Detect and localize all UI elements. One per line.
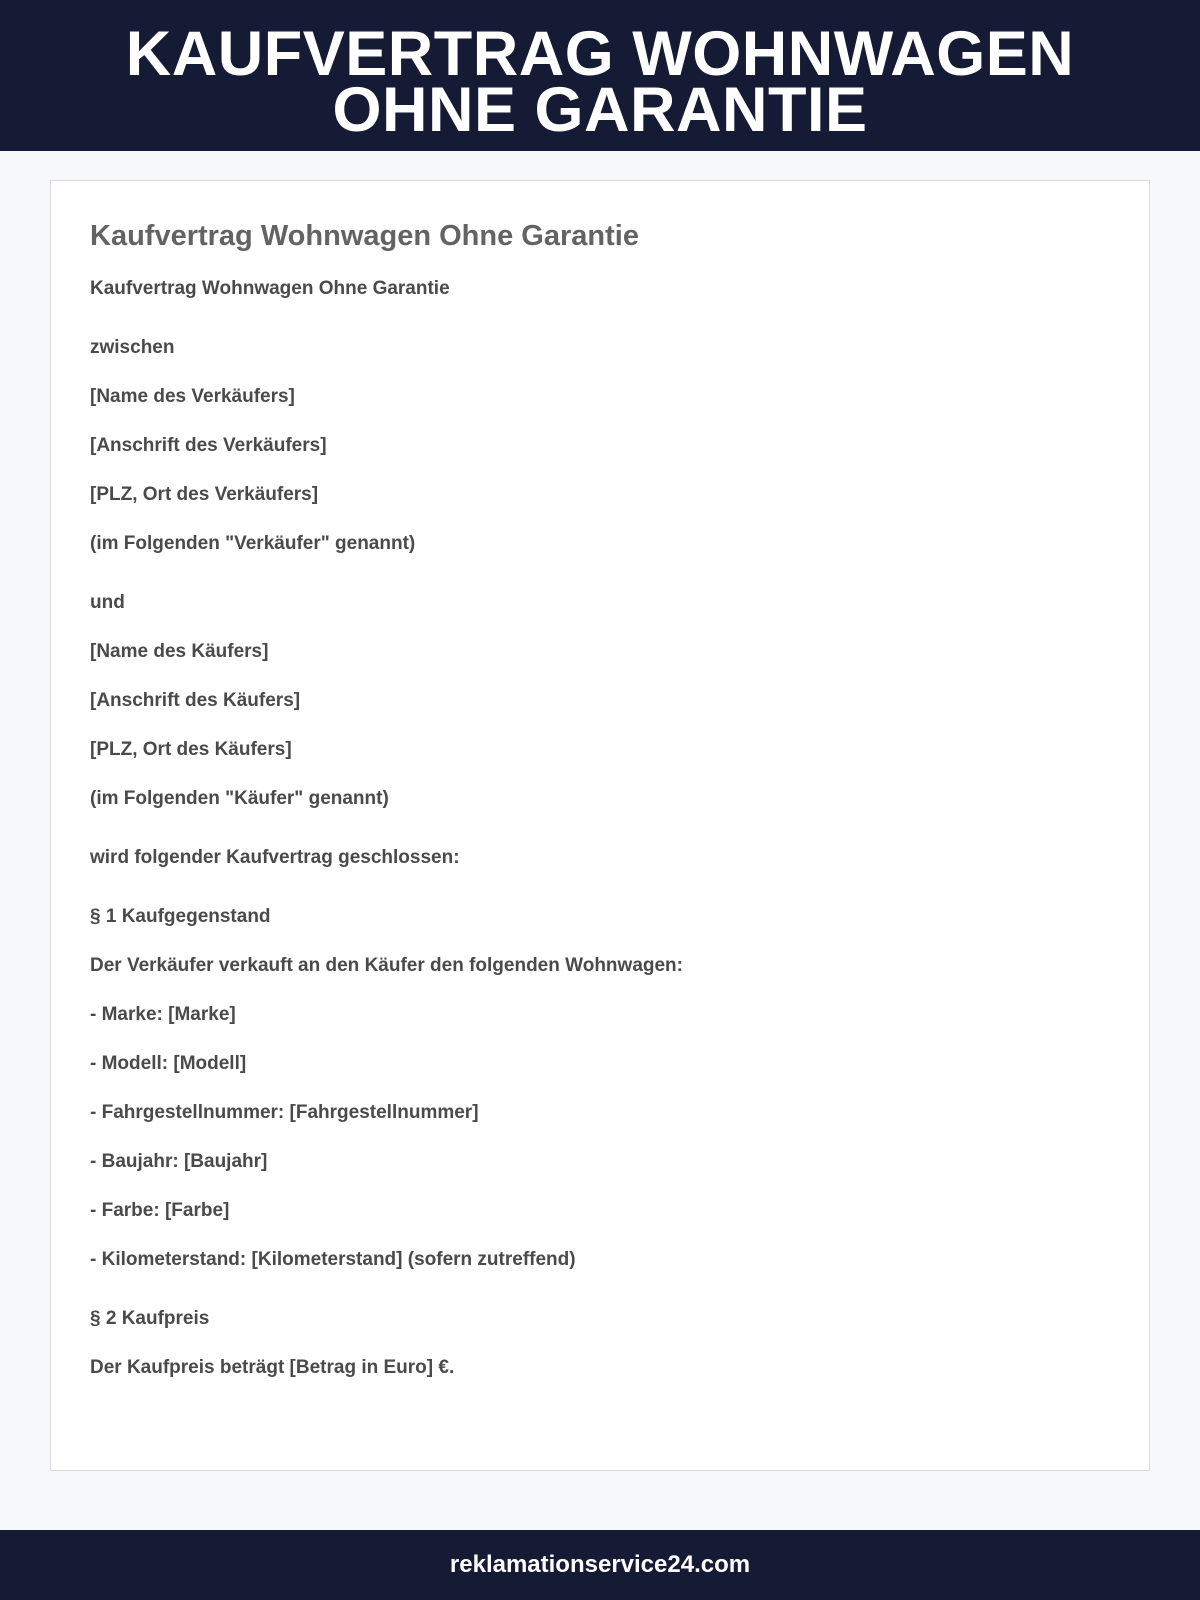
seller-address: [Anschrift des Verkäufers]: [90, 435, 327, 456]
seller-name: [Name des Verkäufers]: [90, 386, 295, 407]
seller-designation: (im Folgenden "Verkäufer" genannt): [90, 533, 416, 554]
section2-text: Der Kaufpreis beträgt [Betrag in Euro] €.: [90, 1357, 455, 1378]
item-brand: - Marke: [Marke]: [90, 1004, 236, 1025]
section1-intro: Der Verkäufer verkauft an den Käufer den folgenden Wohnwagen:: [90, 955, 683, 976]
item-mileage: - Kilometerstand: [Kilometerstand] (sofern zutreffend): [90, 1249, 576, 1270]
section2-title: § 2 Kaufpreis: [90, 1308, 210, 1329]
document-heading: Kaufvertrag Wohnwagen Ohne Garantie: [90, 220, 639, 252]
between-text: zwischen: [90, 337, 175, 358]
buyer-name: [Name des Käufers]: [90, 641, 269, 662]
contract-conclusion: wird folgender Kaufvertrag geschlossen:: [90, 847, 460, 868]
document-subtitle: Kaufvertrag Wohnwagen Ohne Garantie: [90, 278, 450, 299]
contract-document: [50, 180, 1150, 1471]
item-model: - Modell: [Modell]: [90, 1053, 247, 1074]
page-title: KAUFVERTRAG WOHNWAGEN OHNE GARANTIE: [125, 19, 1075, 145]
section1-title: § 1 Kaufgegenstand: [90, 906, 271, 927]
footer-site-link[interactable]: reklamationservice24.com: [449, 1551, 751, 1578]
buyer-address: [Anschrift des Käufers]: [90, 690, 301, 711]
page-header: [0, 0, 1200, 151]
buyer-city: [PLZ, Ort des Käufers]: [90, 739, 292, 760]
item-year: - Baujahr: [Baujahr]: [90, 1151, 268, 1172]
page-footer: [0, 1530, 1200, 1600]
item-color: - Farbe: [Farbe]: [90, 1200, 230, 1221]
and-text: und: [90, 592, 125, 613]
item-vin: - Fahrgestellnummer: [Fahrgestellnummer]: [90, 1102, 479, 1123]
buyer-designation: (im Folgenden "Käufer" genannt): [90, 788, 389, 809]
seller-city: [PLZ, Ort des Verkäufers]: [90, 484, 319, 505]
